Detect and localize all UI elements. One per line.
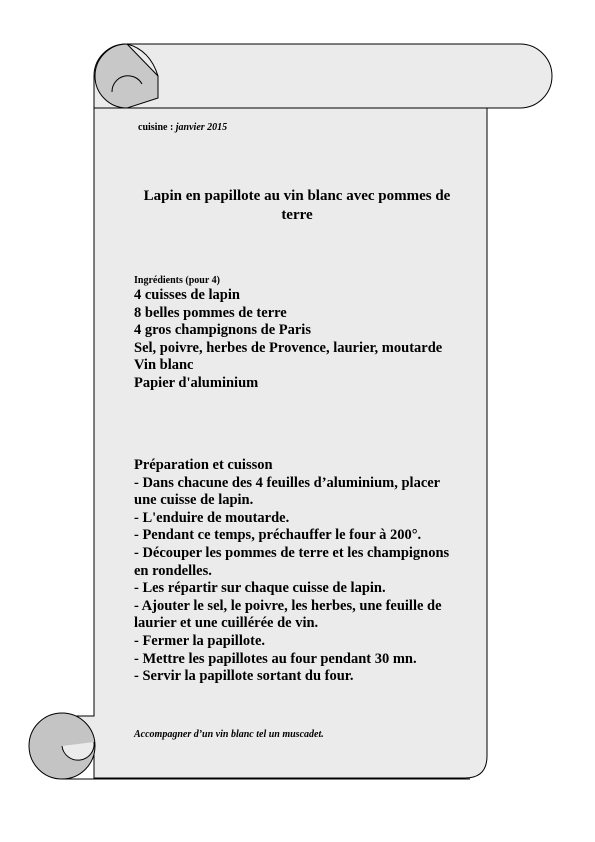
preparation-step: - Pendant ce temps, préchauffer le four à 200°.	[134, 527, 422, 544]
recipe-title: Lapin en papillote au vin blanc avec pommes de terre	[143, 188, 451, 223]
serving-note: Accompagner d’un vin blanc tel un muscadet.	[134, 729, 324, 740]
preparation-step: - Mettre les papillotes au four pendant 30 mn.	[134, 650, 417, 667]
preparation-section	[134, 457, 464, 686]
preparation-step: - Les répartir sur chaque cuisse de lapin.	[134, 580, 386, 597]
preparation-step: - L'enduire de moutarde.	[134, 509, 290, 526]
ingredient-item: Vin blanc	[134, 357, 194, 374]
preparation-step: - Dans chacune des 4 feuilles d’aluminium, placer une cuisse de lapin.	[134, 474, 440, 509]
ingredient-item: 8 belles pommes de terre	[134, 304, 287, 321]
ingredient-item: 4 cuisses de lapin	[134, 287, 240, 303]
category-label: cuisine :	[138, 122, 174, 133]
category-date: janvier 2015	[175, 122, 228, 133]
preparation-step: - Ajouter le sel, le poivre, les herbes, une feuille de laurier et une cuillérée de vin.	[134, 597, 442, 632]
ingredient-item: Papier d'aluminium	[134, 374, 259, 391]
preparation-step: - Découper les pommes de terre et les champignons en rondelles.	[134, 544, 450, 579]
preparation-heading: Préparation et cuisson	[134, 457, 273, 473]
preparation-step: - Fermer la papillote.	[134, 632, 266, 649]
ingredients-section	[134, 274, 454, 393]
preparation-step: - Servir la papillote sortant du four.	[134, 668, 354, 685]
ingredients-heading: Ingrédients (pour 4)	[134, 275, 220, 286]
ingredient-item: Sel, poivre, herbes de Provence, laurier, moutarde	[134, 339, 443, 356]
ingredient-item: 4 gros champignons de Paris	[134, 322, 311, 339]
category-header	[138, 122, 227, 133]
